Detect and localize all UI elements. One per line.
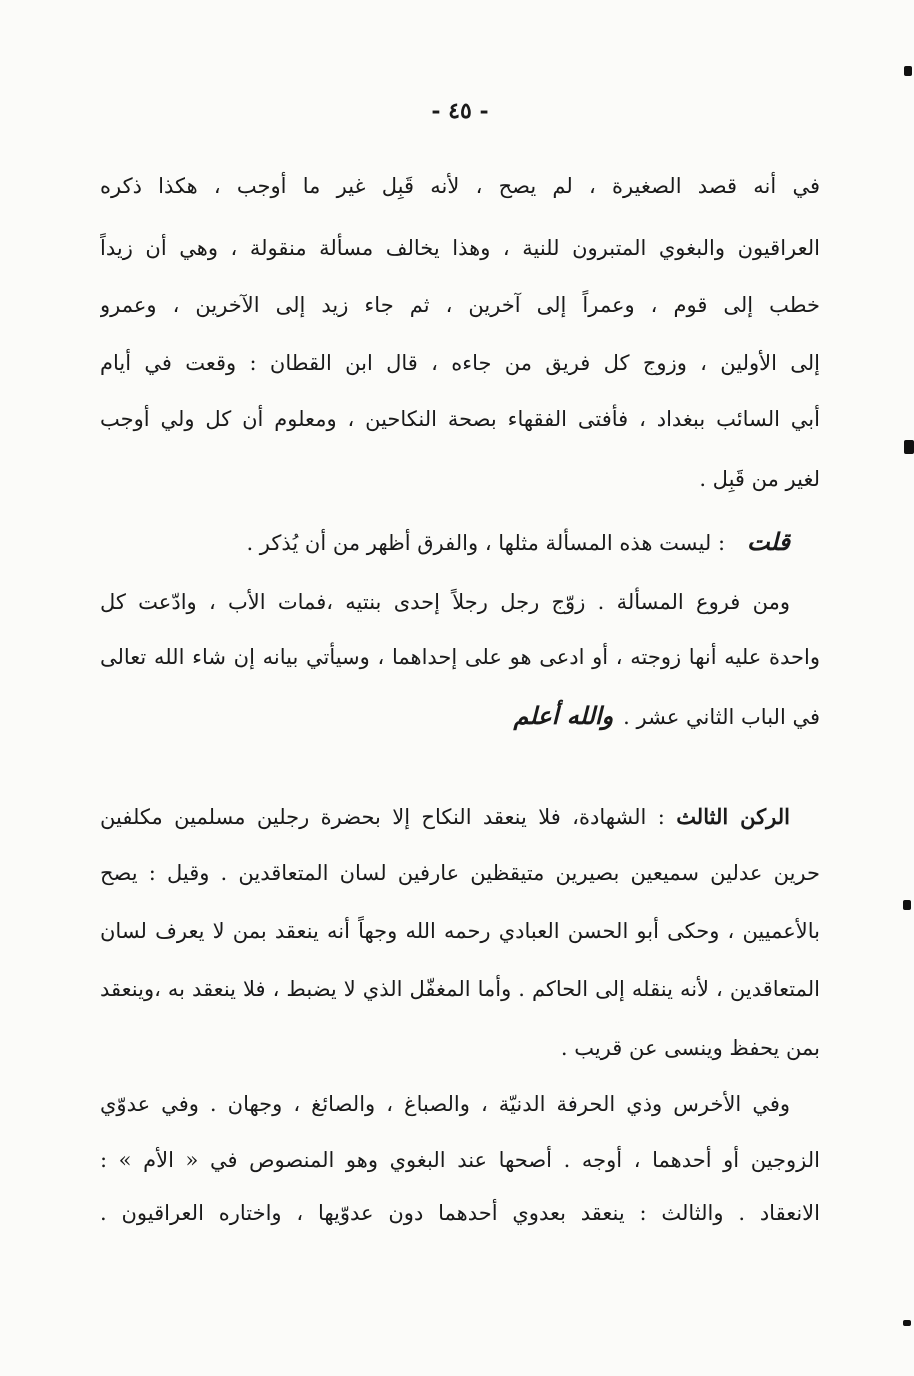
paragraph-2-line-2: واحدة عليه أنها زوجته ، أو ادعى هو على إحداهما ، وسيأتي بيانه إن شاء الله تعالى (100, 645, 820, 669)
paragraph-1-line-2: العراقيون والبغوي المتبرون للنية ، وهذا يخالف مسألة منقولة ، وهي أن زيداً (100, 236, 820, 260)
page-number: - ٤٥ - (431, 98, 489, 124)
scan-edge-mark (904, 66, 912, 76)
paragraph-2-line-3 (100, 696, 820, 736)
document-page (100, 0, 820, 1376)
qultu-label: قلت (747, 527, 790, 556)
paragraph-2-line-3-text: في الباب الثاني عشر . (623, 705, 820, 729)
paragraph-1-line-3: خطب إلى قوم ، وعمراً إلى آخرين ، ثم جاء زيد إلى الآخرين ، وعمرو (100, 293, 820, 317)
paragraph-4-line-1: وفي الأخرس وذي الحرفة الدنيّة ، والصباغ ، والصائغ ، وجهان . وفي عدوّي (100, 1092, 790, 1116)
paragraph-3-line-3: بالأعميين ، وحكى أبو الحسن العبادي رحمه الله وجهاً أنه ينعقد بمن لا يعرف لسان (100, 919, 820, 943)
paragraph-3-line-5: بمن يحفظ وينسى عن قريب . (560, 1036, 820, 1060)
paragraph-2-line-1: ومن فروع المسألة . زوّج رجل رجلاً إحدى بنتيه ،فمات الأب ، وادّعت كل (100, 590, 790, 614)
paragraph-1-line-5: أبي السائب ببغداد ، فأفتى الفقهاء بصحة النكاحين ، ومعلوم أن كل ولي أوجب (100, 407, 820, 431)
paragraph-4-line-3: الانعقاد . والثالث : ينعقد بعدوي أحدهما دون عدوّيها ، واختاره العراقيون . (100, 1201, 820, 1225)
closing-signature: والله أعلم (513, 701, 614, 730)
paragraph-3-line-4: المتعاقدين ، لأنه ينقله إلى الحاكم . وأما المغفّل الذي لا يضبط ، فلا ينعقد به ،وينعقد (100, 977, 820, 1001)
qultu-line (100, 522, 820, 562)
scan-edge-mark (903, 1320, 911, 1326)
rukn-label: الركن الثالث (676, 804, 790, 829)
paragraph-4-line-2: الزوجين أو أحدهما ، أوجه . أصحها عند البغوي وهو المنصوص في « الأم » : (100, 1148, 820, 1172)
scan-edge-mark (904, 440, 914, 454)
paragraph-1-line-6: لغير من قَبِل . (699, 467, 820, 491)
qultu-text: : ليست هذه المسألة مثلها ، والفرق أظهر من أن يُذكر . (246, 531, 726, 555)
paragraph-3-line-2: حرين عدلين سميعين بصيرين متيقظين عارفين لسان المتعاقدين . وقيل : يصح (100, 861, 820, 885)
paragraph-1-line-4: إلى الأولين ، وزوج كل فريق من جاءه ، قال ابن القطان : وقعت في أيام (100, 351, 820, 375)
paragraph-3-line-1-text: : الشهادة، فلا ينعقد النكاح إلا بحضرة رجلين مسلمين مكلفين (100, 805, 665, 829)
scan-edge-mark (903, 900, 911, 910)
paragraph-3-line-1 (100, 797, 820, 837)
paragraph-1-line-1: في أنه قصد الصغيرة ، لم يصح ، لأنه قَبِل غير ما أوجب ، هكذا ذكره (100, 174, 820, 198)
